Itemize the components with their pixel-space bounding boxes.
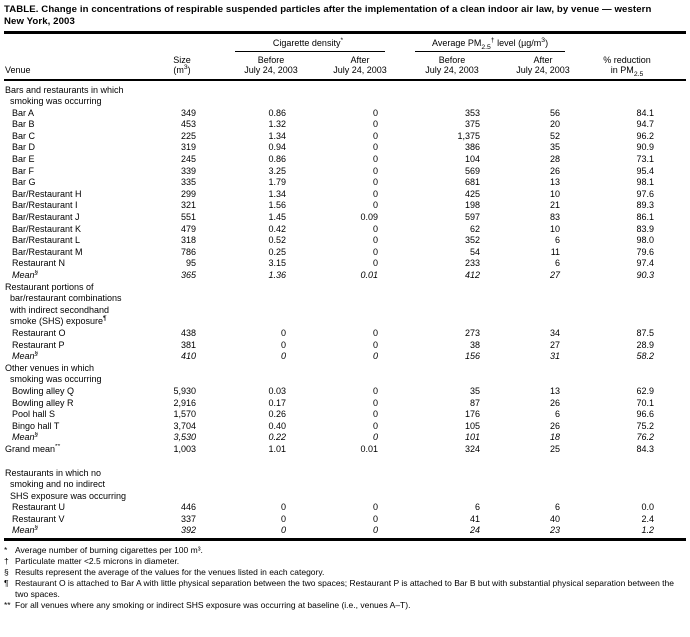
venue-cell: Bar/Restaurant I	[12, 200, 78, 211]
table-row	[4, 247, 686, 259]
venue-cell: Bar/Restaurant H	[12, 188, 82, 199]
venue-cell: Grand mean**	[5, 443, 61, 454]
value-cell: 83.9	[636, 223, 655, 234]
value-cell: 3.25	[268, 165, 286, 176]
value-cell: 94.7	[636, 119, 655, 130]
column-header-size: Size $(m^3)$	[164, 52, 210, 80]
value-cell: 319	[180, 142, 196, 153]
value-cell: 83	[550, 212, 561, 223]
value-cell: 1.32	[268, 119, 286, 130]
table-row	[4, 258, 686, 270]
column-header-cigarette-before: Before July 24, 2003	[210, 52, 314, 80]
value-cell: 0	[373, 177, 379, 188]
value-cell: 0	[373, 223, 379, 234]
footnote-marker: *	[4, 544, 8, 555]
value-cell: 97.6	[636, 188, 655, 199]
value-cell: 0	[373, 188, 379, 199]
footnote-text: For all venues where any smoking or indirect SHS exposure was occurring at baseline (i.e., venues A–T).	[15, 599, 411, 610]
table-row	[4, 200, 686, 212]
value-cell: 52	[550, 130, 561, 141]
footnote-text: Average number of burning cigarettes per 100 m³.	[15, 544, 203, 555]
footnote	[4, 578, 688, 600]
venue-cell: Bar/Restaurant M	[12, 246, 83, 257]
value-cell: 597	[464, 212, 481, 223]
value-cell: 0	[373, 420, 379, 431]
value-cell: 62.9	[636, 385, 655, 396]
venue-cell: Mean§	[12, 525, 39, 536]
value-cell: 273	[464, 327, 481, 338]
value-cell: 551	[180, 212, 196, 223]
section-header-line: smoking and no indirect	[10, 479, 106, 490]
section-header-line: with indirect secondhand	[10, 304, 110, 315]
venue-cell: Restaurant V	[12, 513, 65, 524]
table-row	[4, 328, 686, 340]
table-row	[4, 421, 686, 433]
value-cell: 3.15	[268, 258, 286, 269]
section-header-line: SHS exposure was occurring	[10, 490, 127, 501]
value-cell: 786	[180, 246, 196, 257]
value-cell: 0	[373, 339, 379, 350]
value-cell: 446	[180, 502, 196, 513]
footnote-marker: §	[4, 566, 9, 577]
value-cell: 97.4	[636, 258, 655, 269]
value-cell: 0.22	[268, 432, 286, 443]
value-cell: 5,930	[173, 385, 196, 396]
value-cell: 87.5	[636, 327, 655, 338]
venue-cell: Bar/Restaurant L	[12, 235, 81, 246]
value-cell: 353	[464, 107, 481, 118]
value-cell: 1.45	[268, 212, 286, 223]
table-row	[4, 224, 686, 236]
cigarette-density-label: Cigarette density*	[272, 36, 344, 48]
value-cell: 0.09	[360, 212, 379, 223]
venue-cell: Bar E	[12, 154, 35, 165]
data-table	[4, 34, 686, 538]
value-cell: 105	[464, 420, 481, 431]
section-header-row	[4, 468, 686, 503]
table-row	[4, 131, 686, 143]
value-cell: 0	[373, 432, 379, 443]
value-cell: 0.26	[268, 409, 286, 420]
value-cell: 35	[550, 142, 561, 153]
value-cell: 0	[280, 351, 286, 362]
value-cell: 453	[180, 119, 196, 130]
value-cell: 84.1	[636, 107, 655, 118]
section-header-line: smoking was occurring	[10, 96, 102, 107]
value-cell: 0	[373, 513, 379, 524]
venue-cell: Restaurant P	[12, 339, 65, 350]
value-cell: 70.1	[636, 397, 655, 408]
value-cell: 79.6	[636, 246, 655, 257]
venue-cell: Bowling alley Q	[12, 385, 75, 396]
value-cell: 35	[470, 385, 481, 396]
column-header-pct-reduction: % reduction in $PM_{2.5}$	[588, 52, 686, 80]
venue-cell: Bar A	[12, 107, 35, 118]
value-cell: 104	[464, 154, 481, 165]
value-cell: 0	[373, 130, 379, 141]
value-cell: 0.03	[268, 385, 286, 396]
value-cell: 24	[470, 525, 481, 536]
value-cell: 0	[373, 246, 379, 257]
value-cell: 0	[373, 258, 379, 269]
column-header-row	[4, 52, 686, 80]
venue-cell: Bar C	[12, 130, 36, 141]
value-cell: 0	[373, 327, 379, 338]
value-cell: 26	[550, 397, 561, 408]
value-cell: 0	[280, 339, 286, 350]
section-header-line: Bars and restaurants in which	[5, 84, 124, 95]
value-cell: 1.34	[268, 188, 286, 199]
venue-cell: Bowling alley R	[12, 397, 74, 408]
value-cell: 40	[550, 513, 561, 524]
column-group-pm-level	[406, 34, 588, 52]
section-header-line: smoking was occurring	[10, 374, 102, 385]
value-cell: 2,916	[173, 397, 196, 408]
value-cell: 28	[550, 154, 561, 165]
footnote-marker: †	[4, 555, 9, 566]
footnote	[4, 600, 688, 611]
value-cell: 0	[280, 513, 286, 524]
value-cell: 352	[464, 235, 481, 246]
venue-cell: Bar G	[12, 177, 36, 188]
table-row	[4, 525, 686, 537]
column-header-venue: Venue	[4, 52, 164, 80]
table-body	[4, 80, 686, 538]
value-cell: 1,375	[457, 130, 481, 141]
value-cell: 0	[280, 502, 286, 513]
value-cell: 0	[373, 235, 379, 246]
table-row	[4, 142, 686, 154]
value-cell: 23	[550, 525, 561, 536]
value-cell: 13	[550, 177, 561, 188]
venue-cell: Bingo hall T	[12, 420, 60, 431]
column-group-cigarette-density	[210, 34, 406, 52]
value-cell: 410	[180, 351, 196, 362]
value-cell: 0.17	[268, 397, 286, 408]
table-row	[4, 409, 686, 421]
table-row	[4, 212, 686, 224]
footnote	[4, 556, 688, 567]
column-header-cigarette-after: After July 24, 2003	[314, 52, 406, 80]
value-cell: 11	[550, 246, 561, 257]
value-cell: 0.01	[360, 443, 379, 454]
value-cell: 425	[464, 188, 481, 199]
value-cell: 27	[550, 270, 561, 280]
value-cell: 89.3	[636, 200, 655, 211]
footnote	[4, 567, 688, 578]
venue-cell: Bar B	[12, 119, 35, 130]
value-cell: 0	[373, 142, 379, 153]
value-cell: 95.4	[636, 165, 655, 176]
value-cell: 10	[550, 223, 561, 234]
value-cell: 95	[185, 258, 196, 269]
value-cell: 176	[464, 409, 481, 420]
venue-cell: Restaurant N	[12, 258, 66, 269]
table-row	[4, 166, 686, 178]
value-cell: 1.36	[268, 270, 286, 280]
value-cell: 87	[470, 397, 481, 408]
value-cell: 1.56	[268, 200, 286, 211]
value-cell: 479	[180, 223, 196, 234]
value-cell: 0	[373, 525, 379, 536]
value-cell: 335	[180, 177, 196, 188]
value-cell: 6	[475, 502, 481, 513]
value-cell: 13	[550, 385, 561, 396]
value-cell: 381	[180, 339, 196, 350]
value-cell: 6	[555, 235, 561, 246]
value-cell: 318	[180, 235, 196, 246]
value-cell: 25	[550, 443, 561, 454]
table-row	[4, 432, 686, 444]
value-cell: 1,003	[173, 443, 196, 454]
venue-cell: Restaurant O	[12, 327, 66, 338]
table-row	[4, 270, 686, 282]
value-cell: 386	[464, 142, 481, 153]
value-cell: 681	[464, 177, 481, 188]
section-header-line: smoke (SHS) exposure¶	[10, 315, 107, 327]
venue-cell: Mean§	[12, 432, 39, 443]
value-cell: 62	[470, 223, 481, 234]
value-cell: 412	[464, 270, 481, 280]
value-cell: 375	[464, 119, 481, 130]
value-cell: 84.3	[636, 443, 655, 454]
value-cell: 0.01	[360, 270, 379, 280]
table-row	[4, 502, 686, 514]
footnote-marker: **	[4, 599, 11, 610]
table-row	[4, 398, 686, 410]
value-cell: 0	[373, 351, 379, 362]
table-row	[4, 386, 686, 398]
table-row	[4, 108, 686, 120]
section-header-line: bar/restaurant combinations	[10, 293, 122, 304]
value-cell: 321	[180, 200, 196, 211]
value-cell: 90.3	[636, 270, 655, 280]
value-cell: 0	[373, 502, 379, 513]
table-row	[4, 514, 686, 526]
value-cell: 6	[555, 502, 561, 513]
section-header-row	[4, 80, 686, 108]
table-header	[4, 34, 686, 80]
footnote-text: Restaurant O is attached to Bar A with little physical separation between the two spaces; Restaurant P is attached to Bar B but with substantial physical separation between the two spaces.	[15, 577, 674, 599]
value-cell: 1.01	[268, 443, 286, 454]
table-row	[4, 189, 686, 201]
value-cell: 0	[373, 165, 379, 176]
value-cell: 1,570	[173, 409, 196, 420]
value-cell: 0	[373, 200, 379, 211]
value-cell: 98.0	[636, 235, 655, 246]
value-cell: 38	[470, 339, 481, 350]
footnote	[4, 545, 688, 556]
value-cell: 438	[180, 327, 196, 338]
value-cell: 28.9	[636, 339, 655, 350]
venue-cell: Mean§	[12, 270, 39, 280]
value-cell: 0.25	[268, 246, 286, 257]
column-header-pm-after: After July 24, 2003	[498, 52, 588, 80]
value-cell: 41	[470, 513, 481, 524]
value-cell: 96.6	[636, 409, 655, 420]
value-cell: 73.1	[636, 154, 655, 165]
value-cell: 324	[464, 443, 481, 454]
value-cell: 18	[550, 432, 561, 443]
venue-cell: Bar D	[12, 142, 36, 153]
value-cell: 56	[550, 107, 561, 118]
footnote-marker: ¶	[4, 577, 9, 588]
value-cell: 26	[550, 420, 561, 431]
value-cell: 0.86	[268, 107, 286, 118]
value-cell: 225	[180, 130, 196, 141]
section-header-row	[4, 282, 686, 328]
value-cell: 156	[464, 351, 481, 362]
value-cell: 1.2	[641, 525, 655, 536]
value-cell: 1.34	[268, 130, 286, 141]
value-cell: 233	[464, 258, 481, 269]
value-cell: 569	[464, 165, 481, 176]
value-cell: 6	[555, 258, 561, 269]
venue-cell: Bar/Restaurant K	[12, 223, 82, 234]
value-cell: 0	[373, 397, 379, 408]
table-row	[4, 444, 686, 456]
value-cell: 0	[373, 119, 379, 130]
value-cell: 299	[180, 188, 196, 199]
value-cell: 0	[280, 327, 286, 338]
value-cell: 365	[180, 270, 196, 280]
column-header-pm-before: Before July 24, 2003	[406, 52, 498, 80]
venue-cell: Restaurant U	[12, 502, 66, 513]
value-cell: 339	[180, 165, 196, 176]
value-cell: 245	[180, 154, 196, 165]
section-header-line: Restaurant portions of	[5, 281, 94, 292]
venue-cell: Bar/Restaurant J	[12, 212, 80, 223]
value-cell: 2.4	[641, 513, 655, 524]
value-cell: 0	[280, 525, 286, 536]
value-cell: 349	[180, 107, 196, 118]
value-cell: 58.2	[636, 351, 655, 362]
value-cell: 0.52	[268, 235, 286, 246]
value-cell: 3,530	[173, 432, 196, 443]
value-cell: 90.9	[636, 142, 655, 153]
value-cell: 86.1	[636, 212, 655, 223]
value-cell: 75.2	[636, 420, 655, 431]
venue-cell: Mean§	[12, 351, 39, 362]
value-cell: 98.1	[636, 177, 655, 188]
value-cell: 21	[550, 200, 561, 211]
value-cell: 0	[373, 385, 379, 396]
value-cell: 392	[180, 525, 196, 536]
value-cell: 0.86	[268, 154, 286, 165]
value-cell: 0	[373, 409, 379, 420]
value-cell: 20	[550, 119, 561, 130]
value-cell: 27	[550, 339, 561, 350]
column-group-row	[4, 34, 686, 52]
value-cell: 26	[550, 165, 561, 176]
value-cell: 0.0	[641, 502, 655, 513]
footnote-text: Particulate matter <2.5 microns in diameter.	[15, 555, 180, 566]
value-cell: 0	[373, 154, 379, 165]
value-cell: 101	[464, 432, 481, 443]
value-cell: 6	[555, 409, 561, 420]
value-cell: 96.2	[636, 130, 655, 141]
pm-level-label: Average $PM_{2.5}^\dagger$ level $(\mu g/m^3)$	[431, 36, 549, 51]
value-cell: 3,704	[173, 420, 196, 431]
section-header-line: Other venues in which	[5, 362, 95, 373]
value-cell: 0.94	[268, 142, 286, 153]
footnotes	[4, 541, 688, 611]
table-row	[4, 235, 686, 247]
section-header-row	[4, 363, 686, 386]
value-cell: 0	[373, 107, 379, 118]
table-row	[4, 177, 686, 189]
value-cell: 54	[470, 246, 481, 257]
value-cell: 1.79	[268, 177, 286, 188]
table-row	[4, 351, 686, 363]
value-cell: 0.42	[268, 223, 286, 234]
table-title: TABLE. Change in concentrations of respirable suspended particles after the implementation of a clean indoor air law, by venue — western New York, 2003	[4, 4, 652, 27]
value-cell: 76.2	[636, 432, 655, 443]
value-cell: 337	[180, 513, 196, 524]
table-row	[4, 340, 686, 352]
value-cell: 198	[464, 200, 481, 211]
table-row	[4, 154, 686, 166]
section-spacer	[4, 456, 686, 468]
value-cell: 10	[550, 188, 561, 199]
value-cell: 31	[550, 351, 561, 362]
value-cell: 0.40	[268, 420, 286, 431]
venue-cell: Bar F	[12, 165, 35, 176]
section-header-line: Restaurants in which no	[5, 467, 102, 478]
table-row	[4, 119, 686, 131]
venue-cell: Pool hall S	[12, 409, 56, 420]
value-cell: 34	[550, 327, 561, 338]
footnote-text: Results represent the average of the values for the venues listed in each category.	[15, 566, 325, 577]
